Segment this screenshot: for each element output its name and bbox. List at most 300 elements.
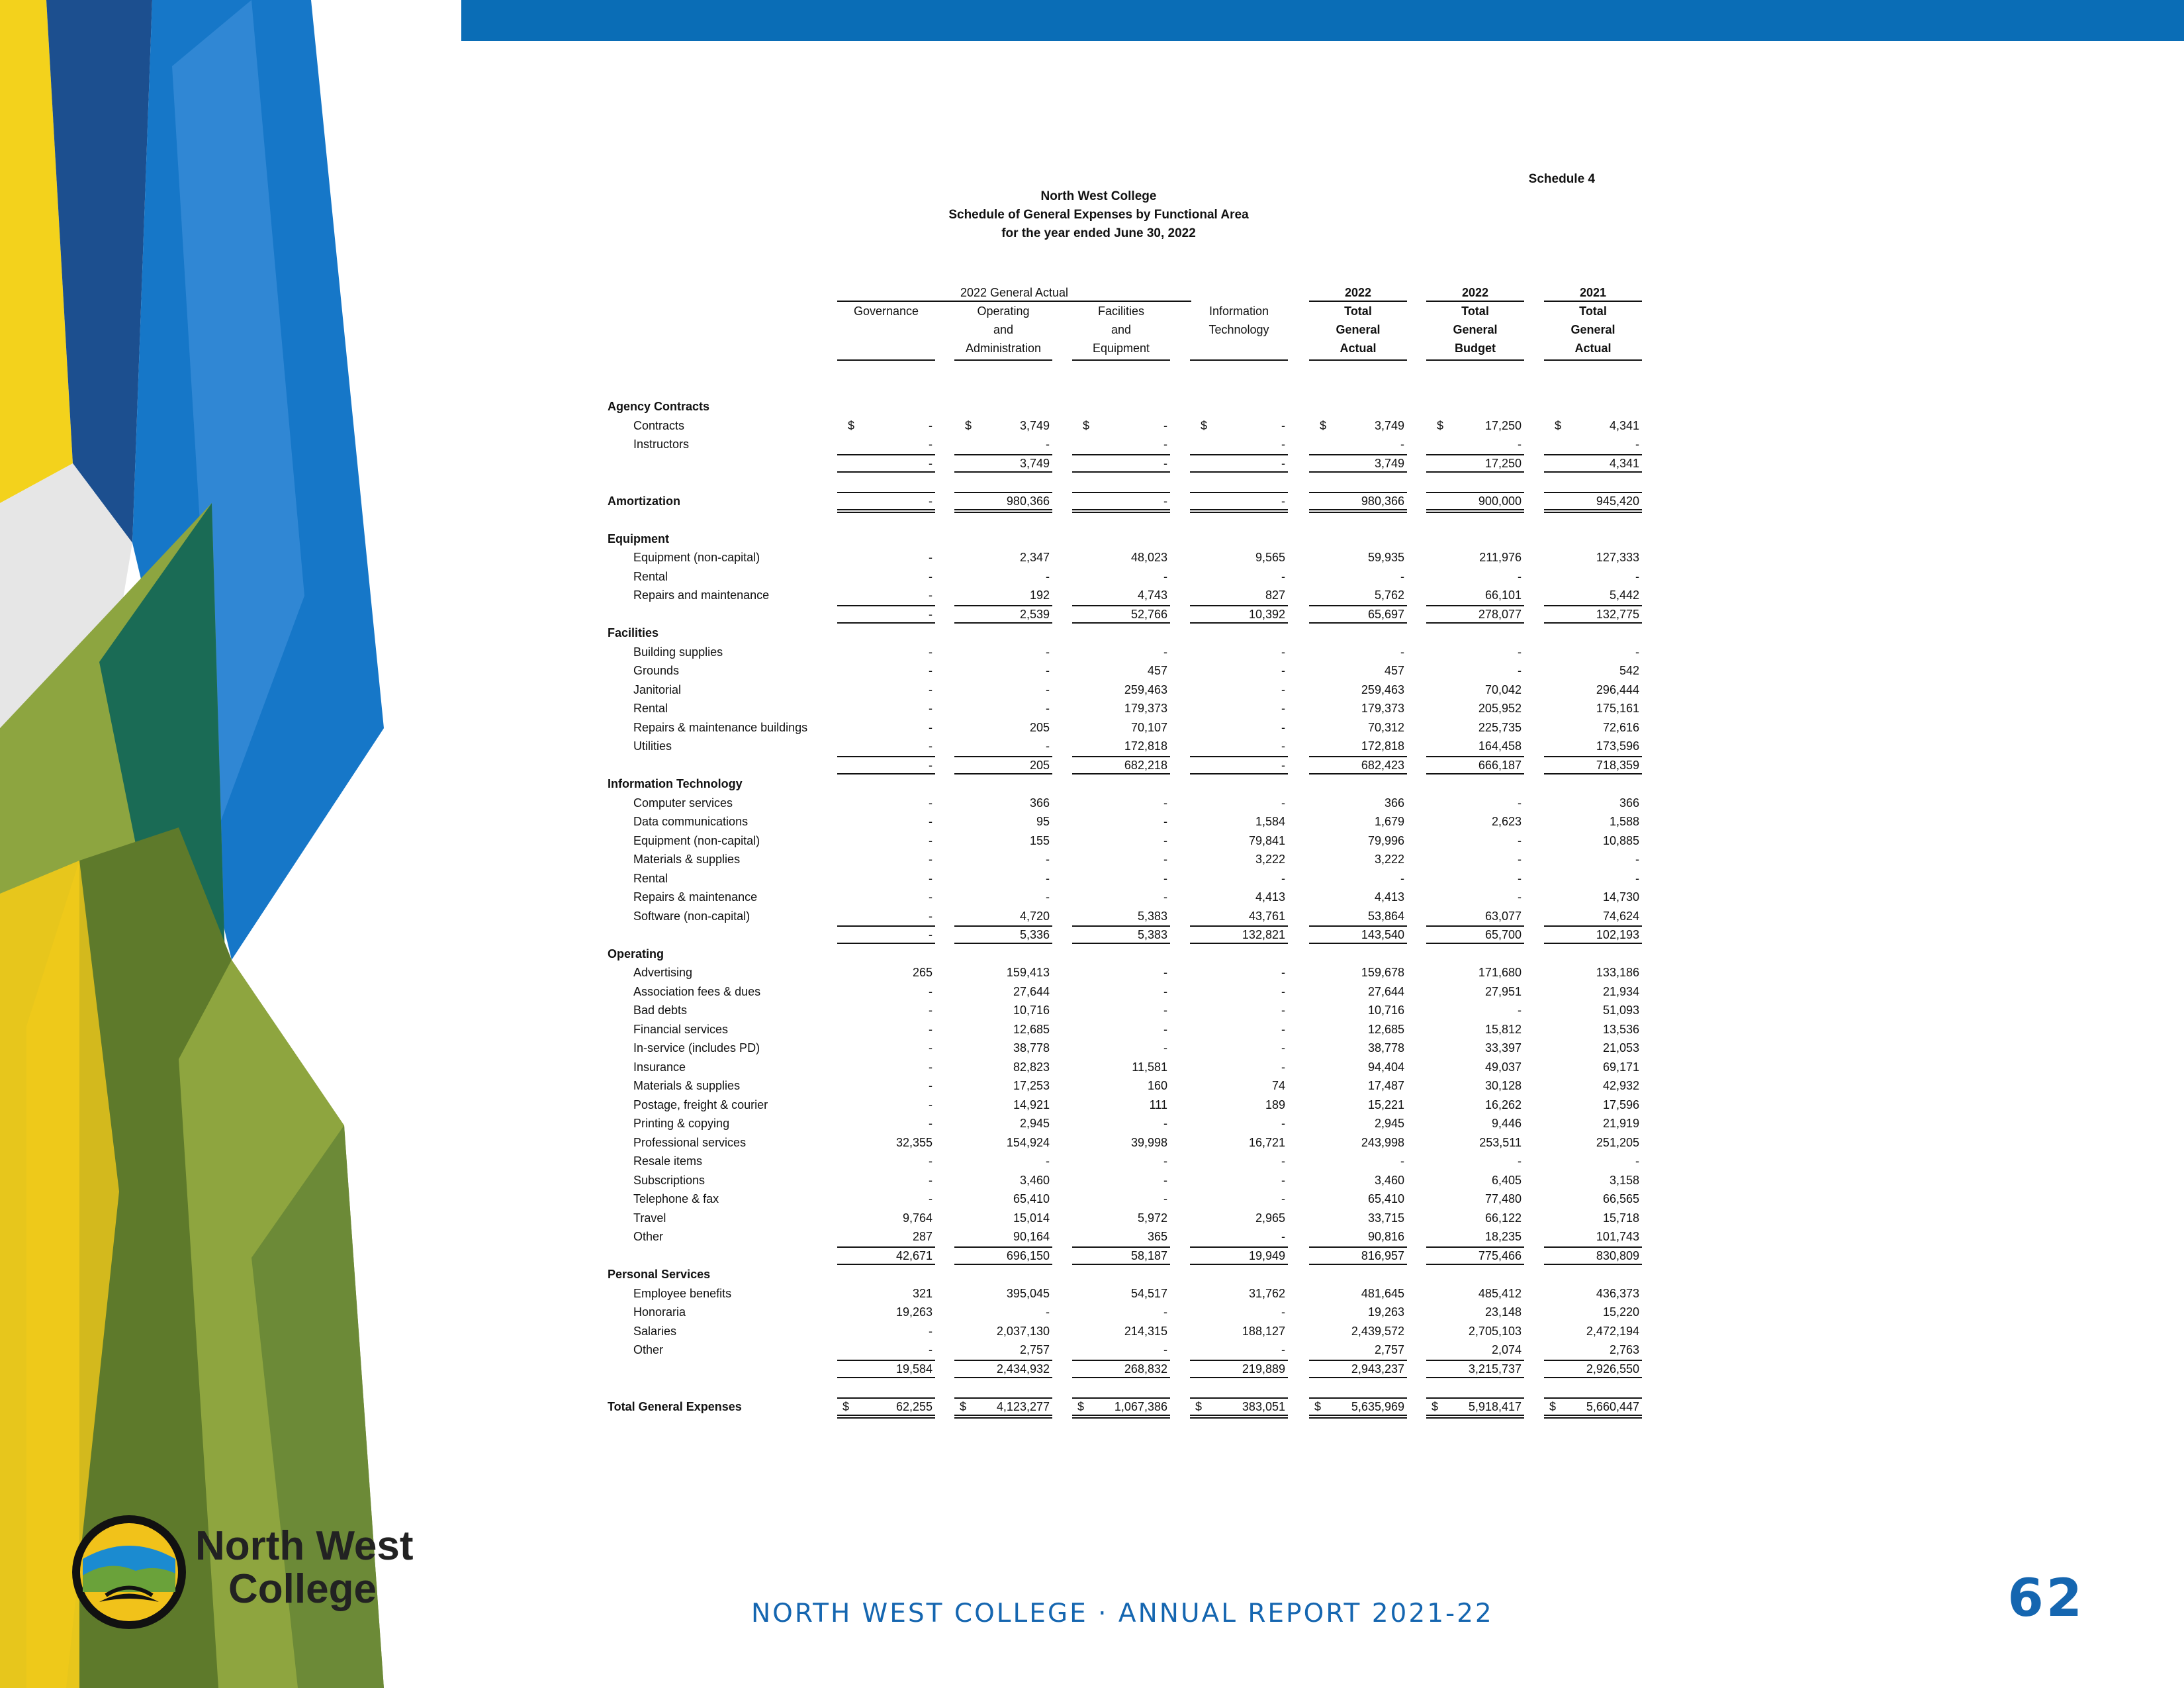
table-cell: - bbox=[929, 890, 933, 904]
schedule-rows bbox=[602, 397, 1639, 1416]
table-cell: - bbox=[1281, 569, 1285, 583]
row-label: Total General Expenses bbox=[608, 1399, 742, 1413]
table-cell: 72,616 bbox=[1602, 720, 1639, 734]
table-cell: - bbox=[1635, 645, 1639, 659]
table-cell: - bbox=[1400, 645, 1404, 659]
column-header-rule bbox=[1544, 359, 1642, 361]
row-label: Information Technology bbox=[608, 777, 743, 790]
table-row bbox=[602, 1190, 1639, 1209]
table-cell: 30,128 bbox=[1484, 1079, 1522, 1092]
table-cell: - bbox=[929, 853, 933, 866]
row-label: Utilities bbox=[633, 739, 672, 753]
table-cell: - bbox=[1281, 682, 1285, 696]
column-header-rule bbox=[1072, 359, 1170, 361]
table-row bbox=[602, 737, 1639, 756]
table-cell: 214,315 bbox=[1124, 1324, 1167, 1338]
table-row bbox=[602, 718, 1639, 737]
table-cell: 251,205 bbox=[1596, 1135, 1639, 1149]
table-cell: 90,164 bbox=[1013, 1230, 1050, 1243]
table-cell: - bbox=[929, 871, 933, 885]
row-label: Operating bbox=[608, 947, 664, 961]
table-cell: - bbox=[1046, 739, 1050, 753]
table-cell: 62,255 bbox=[895, 1399, 933, 1413]
column-header-2-line-3: Administration bbox=[965, 342, 1042, 355]
table-cell: 179,373 bbox=[1361, 702, 1404, 715]
table-cell: - bbox=[1281, 984, 1285, 998]
table-cell: 2,926,550 bbox=[1586, 1362, 1639, 1376]
table-cell: - bbox=[1400, 1154, 1404, 1168]
top-accent-bar bbox=[461, 0, 2184, 41]
row-label: Rental bbox=[633, 569, 668, 583]
table-cell: 172,818 bbox=[1361, 739, 1404, 753]
table-row bbox=[602, 1340, 1639, 1360]
dollar-sign: $ bbox=[842, 1399, 850, 1413]
table-row bbox=[602, 869, 1639, 888]
table-cell: 5,336 bbox=[1019, 928, 1050, 941]
table-row bbox=[602, 492, 1639, 511]
table-cell: - bbox=[1046, 1154, 1050, 1168]
row-label: Professional services bbox=[633, 1135, 747, 1149]
table-cell: 74,624 bbox=[1602, 909, 1639, 923]
table-cell: 945,420 bbox=[1596, 494, 1639, 508]
table-row bbox=[602, 624, 1595, 643]
table-cell: 42,932 bbox=[1602, 1079, 1639, 1092]
table-cell: 259,463 bbox=[1124, 682, 1167, 696]
table-row bbox=[602, 586, 1639, 605]
table-cell: 63,077 bbox=[1484, 909, 1522, 923]
table-cell: - bbox=[1281, 456, 1285, 470]
table-row bbox=[602, 1360, 1639, 1379]
decorative-stripes bbox=[0, 0, 463, 1688]
table-cell: - bbox=[1281, 664, 1285, 677]
table-cell: 164,458 bbox=[1478, 739, 1522, 753]
column-header-5-line-3: General bbox=[1336, 323, 1381, 336]
row-label: Salaries bbox=[633, 1324, 677, 1338]
row-label: Travel bbox=[633, 1211, 666, 1225]
row-label: Advertising bbox=[633, 966, 693, 979]
table-cell: - bbox=[1163, 890, 1167, 904]
table-cell: - bbox=[1163, 815, 1167, 828]
table-row bbox=[602, 812, 1639, 831]
table-cell: 4,743 bbox=[1137, 588, 1167, 602]
row-label: Rental bbox=[633, 702, 668, 715]
table-cell: - bbox=[1046, 682, 1050, 696]
table-cell: - bbox=[929, 1060, 933, 1074]
table-row bbox=[602, 1209, 1639, 1228]
table-cell: 13,536 bbox=[1602, 1022, 1639, 1036]
row-label: Bad debts bbox=[633, 1004, 688, 1017]
table-cell: 830,809 bbox=[1596, 1248, 1639, 1262]
table-cell: 259,463 bbox=[1361, 682, 1404, 696]
row-label: Facilities bbox=[608, 626, 659, 639]
table-row bbox=[602, 907, 1639, 926]
column-header-5-line-2: Total bbox=[1344, 305, 1372, 318]
table-row bbox=[602, 548, 1639, 567]
table-cell: 10,392 bbox=[1248, 607, 1285, 621]
table-cell: 111 bbox=[1149, 1098, 1167, 1111]
table-cell: 827 bbox=[1265, 588, 1285, 602]
table-cell: - bbox=[1163, 853, 1167, 866]
table-cell: 65,697 bbox=[1367, 607, 1404, 621]
dollar-sign: $ bbox=[1195, 1399, 1203, 1413]
table-cell: 3,749 bbox=[1374, 456, 1404, 470]
column-header-6-line-1: 2022 bbox=[1461, 286, 1489, 299]
table-cell: 2,705,103 bbox=[1468, 1324, 1522, 1338]
schedule-label: Schedule 4 bbox=[1528, 172, 1595, 186]
table-cell: 2,945 bbox=[1019, 1117, 1050, 1130]
table-cell: - bbox=[1046, 871, 1050, 885]
column-header-4-line-1: Information bbox=[1208, 305, 1269, 318]
table-cell: 15,014 bbox=[1013, 1211, 1050, 1225]
dollar-sign: $ bbox=[965, 418, 972, 432]
table-cell: 127,333 bbox=[1596, 551, 1639, 564]
column-header-7-line-2: Total bbox=[1579, 305, 1607, 318]
row-label: Materials & supplies bbox=[633, 1079, 741, 1092]
table-cell: 2,439,572 bbox=[1351, 1324, 1404, 1338]
table-cell: 133,186 bbox=[1596, 966, 1639, 979]
table-cell: 15,220 bbox=[1602, 1305, 1639, 1319]
table-cell: - bbox=[929, 984, 933, 998]
table-cell: 2,539 bbox=[1019, 607, 1050, 621]
table-cell: - bbox=[929, 418, 933, 432]
table-cell: 70,042 bbox=[1484, 682, 1522, 696]
table-cell: - bbox=[1163, 966, 1167, 979]
table-cell: - bbox=[1518, 853, 1522, 866]
table-cell: 33,715 bbox=[1367, 1211, 1404, 1225]
table-row bbox=[602, 888, 1639, 907]
table-cell: - bbox=[1163, 456, 1167, 470]
table-cell: 4,413 bbox=[1374, 890, 1404, 904]
table-cell: 90,816 bbox=[1367, 1230, 1404, 1243]
schedule-title: North West College bbox=[1040, 189, 1157, 203]
subtotal-rule bbox=[1190, 454, 1288, 455]
table-cell: 2,434,932 bbox=[996, 1362, 1050, 1376]
table-cell: - bbox=[1518, 871, 1522, 885]
column-header-3-line-2: and bbox=[1111, 323, 1132, 336]
table-cell: - bbox=[929, 909, 933, 923]
subtotal-rule bbox=[1190, 756, 1288, 757]
column-header-7-line-3: General bbox=[1570, 323, 1615, 336]
table-cell: 59,935 bbox=[1367, 551, 1404, 564]
table-cell: 159,678 bbox=[1361, 966, 1404, 979]
table-row bbox=[602, 416, 1639, 436]
column-header-7-line-4: Actual bbox=[1574, 342, 1612, 355]
table-cell: - bbox=[1281, 796, 1285, 810]
table-cell: - bbox=[929, 607, 933, 621]
table-cell: 65,410 bbox=[1013, 1192, 1050, 1205]
table-cell: 2,965 bbox=[1255, 1211, 1285, 1225]
table-cell: 3,158 bbox=[1609, 1173, 1639, 1187]
table-cell: 65,410 bbox=[1367, 1192, 1404, 1205]
table-cell: - bbox=[1163, 645, 1167, 659]
table-cell: 19,949 bbox=[1248, 1248, 1285, 1262]
row-label: Insurance bbox=[633, 1060, 686, 1074]
table-cell: - bbox=[1281, 966, 1285, 979]
table-cell: 19,584 bbox=[895, 1362, 933, 1376]
table-cell: - bbox=[1518, 1154, 1522, 1168]
table-cell: 3,460 bbox=[1374, 1173, 1404, 1187]
total-underline bbox=[1544, 1415, 1642, 1419]
subtotal-rule bbox=[1072, 454, 1170, 455]
table-cell: 38,778 bbox=[1367, 1041, 1404, 1055]
table-row bbox=[602, 605, 1639, 624]
row-label: Data communications bbox=[633, 815, 749, 828]
column-header-4-line-2: Technology bbox=[1208, 323, 1269, 336]
table-cell: 16,262 bbox=[1484, 1098, 1522, 1111]
dollar-sign: $ bbox=[1201, 418, 1208, 432]
subtotal-rule bbox=[837, 492, 935, 493]
table-cell: 23,148 bbox=[1484, 1305, 1522, 1319]
table-cell: 102,193 bbox=[1596, 928, 1639, 941]
table-row bbox=[602, 1058, 1639, 1077]
table-cell: - bbox=[929, 1098, 933, 1111]
dollar-sign: $ bbox=[1077, 1399, 1085, 1413]
table-cell: 54,517 bbox=[1130, 1286, 1167, 1300]
table-row bbox=[602, 435, 1639, 454]
table-row bbox=[602, 1378, 1595, 1397]
table-cell: 481,645 bbox=[1361, 1286, 1404, 1300]
table-cell: - bbox=[1163, 1173, 1167, 1187]
table-cell: 51,093 bbox=[1602, 1004, 1639, 1017]
dollar-sign: $ bbox=[1432, 1399, 1439, 1413]
table-cell: 682,218 bbox=[1124, 758, 1167, 772]
table-cell: - bbox=[929, 664, 933, 677]
table-row bbox=[602, 756, 1639, 775]
table-cell: - bbox=[1518, 645, 1522, 659]
table-cell: 265 bbox=[912, 966, 933, 979]
table-cell: 66,101 bbox=[1484, 588, 1522, 602]
table-cell: 48,023 bbox=[1130, 551, 1167, 564]
table-cell: - bbox=[1281, 1173, 1285, 1187]
total-underline bbox=[1309, 1415, 1407, 1419]
table-cell: 2,472,194 bbox=[1586, 1324, 1639, 1338]
table-cell: - bbox=[1400, 438, 1404, 451]
dollar-sign: $ bbox=[1437, 418, 1444, 432]
table-cell: 1,584 bbox=[1255, 815, 1285, 828]
column-header-6-line-2: Total bbox=[1461, 305, 1489, 318]
table-row bbox=[602, 982, 1639, 1002]
total-underline bbox=[1190, 1415, 1288, 1419]
table-row bbox=[602, 680, 1639, 700]
table-cell: 95 bbox=[1036, 815, 1050, 828]
table-cell: - bbox=[1163, 833, 1167, 847]
table-cell: - bbox=[1163, 1343, 1167, 1356]
table-cell: - bbox=[929, 815, 933, 828]
table-cell: - bbox=[1163, 796, 1167, 810]
table-cell: 19,263 bbox=[895, 1305, 933, 1319]
table-cell: 3,222 bbox=[1374, 853, 1404, 866]
table-cell: 52,766 bbox=[1130, 607, 1167, 621]
table-cell: 66,565 bbox=[1602, 1192, 1639, 1205]
logo-name-line2: College bbox=[228, 1566, 377, 1612]
table-cell: 53,864 bbox=[1367, 909, 1404, 923]
table-cell: 219,889 bbox=[1242, 1362, 1285, 1376]
subtotal-rule bbox=[1072, 492, 1170, 493]
table-cell: - bbox=[929, 1324, 933, 1338]
table-cell: 17,250 bbox=[1484, 418, 1522, 432]
table-cell: - bbox=[929, 1343, 933, 1356]
total-underline bbox=[1072, 1415, 1170, 1419]
table-row bbox=[602, 510, 1595, 530]
table-cell: 31,762 bbox=[1248, 1286, 1285, 1300]
table-row bbox=[602, 1246, 1639, 1266]
row-label: Equipment (non-capital) bbox=[633, 833, 760, 847]
dollar-sign: $ bbox=[1555, 418, 1562, 432]
table-cell: 9,446 bbox=[1491, 1117, 1522, 1130]
table-cell: 2,757 bbox=[1374, 1343, 1404, 1356]
table-cell: 205 bbox=[1029, 758, 1050, 772]
table-cell: - bbox=[929, 1004, 933, 1017]
row-label: Telephone & fax bbox=[633, 1192, 719, 1205]
row-label: Repairs & maintenance buildings bbox=[633, 720, 808, 734]
table-cell: 58,187 bbox=[1130, 1248, 1167, 1262]
table-cell: 3,749 bbox=[1019, 418, 1050, 432]
column-header-rule bbox=[954, 359, 1052, 361]
table-cell: 66,122 bbox=[1484, 1211, 1522, 1225]
table-row bbox=[602, 1303, 1639, 1322]
column-header-2-line-2: and bbox=[993, 323, 1014, 336]
table-row bbox=[602, 1020, 1639, 1039]
table-cell: - bbox=[1046, 664, 1050, 677]
column-header-rule bbox=[1190, 359, 1288, 361]
table-cell: - bbox=[1518, 796, 1522, 810]
table-cell: 6,405 bbox=[1491, 1173, 1522, 1187]
table-cell: - bbox=[1281, 1154, 1285, 1168]
table-cell: 79,996 bbox=[1367, 833, 1404, 847]
logo-emblem-icon bbox=[69, 1513, 189, 1632]
table-row bbox=[602, 1227, 1639, 1246]
dollar-sign: $ bbox=[1320, 418, 1327, 432]
dollar-sign: $ bbox=[1314, 1399, 1322, 1413]
table-cell: 10,716 bbox=[1013, 1004, 1050, 1017]
table-cell: - bbox=[1281, 1192, 1285, 1205]
table-row bbox=[602, 1096, 1639, 1115]
table-cell: 365 bbox=[1147, 1230, 1167, 1243]
column-header-6-line-4: Budget bbox=[1455, 342, 1496, 355]
table-cell: - bbox=[1518, 833, 1522, 847]
table-cell: 74 bbox=[1271, 1079, 1285, 1092]
table-cell: 296,444 bbox=[1596, 682, 1639, 696]
table-cell: 243,998 bbox=[1361, 1135, 1404, 1149]
table-row bbox=[602, 1114, 1639, 1133]
table-cell: 94,404 bbox=[1367, 1060, 1404, 1074]
table-cell: 189 bbox=[1265, 1098, 1285, 1111]
table-cell: 39,998 bbox=[1130, 1135, 1167, 1149]
table-row bbox=[602, 643, 1639, 662]
table-cell: - bbox=[1163, 438, 1167, 451]
row-label: Equipment (non-capital) bbox=[633, 551, 760, 564]
row-label: Materials & supplies bbox=[633, 853, 741, 866]
table-cell: 69,171 bbox=[1602, 1060, 1639, 1074]
table-cell: - bbox=[929, 1041, 933, 1055]
table-cell: 5,383 bbox=[1137, 928, 1167, 941]
table-cell: 27,951 bbox=[1484, 984, 1522, 998]
row-label: Other bbox=[633, 1343, 664, 1356]
table-cell: 132,821 bbox=[1242, 928, 1285, 941]
table-cell: - bbox=[1046, 569, 1050, 583]
table-cell: 155 bbox=[1029, 833, 1050, 847]
table-cell: 718,359 bbox=[1596, 758, 1639, 772]
table-cell: - bbox=[1635, 871, 1639, 885]
table-row bbox=[602, 1265, 1595, 1284]
table-cell: - bbox=[1046, 890, 1050, 904]
table-cell: - bbox=[1163, 1154, 1167, 1168]
column-year-rule bbox=[1544, 301, 1642, 302]
footer-text: NORTH WEST COLLEGE · ANNUAL REPORT 2021-22 bbox=[751, 1599, 1494, 1628]
table-row bbox=[602, 661, 1639, 680]
table-cell: 154,924 bbox=[1006, 1135, 1050, 1149]
table-cell: 43,761 bbox=[1248, 909, 1285, 923]
table-cell: - bbox=[1046, 1305, 1050, 1319]
table-cell: 27,644 bbox=[1013, 984, 1050, 998]
row-label: In-service (includes PD) bbox=[633, 1041, 760, 1055]
table-row bbox=[602, 925, 1639, 945]
table-cell: 775,466 bbox=[1478, 1248, 1522, 1262]
column-year-rule bbox=[1309, 301, 1407, 302]
table-cell: 1,067,386 bbox=[1114, 1399, 1167, 1413]
column-header-rule bbox=[1309, 359, 1407, 361]
table-cell: - bbox=[929, 702, 933, 715]
table-cell: - bbox=[1518, 438, 1522, 451]
dollar-sign: $ bbox=[1083, 418, 1090, 432]
table-row bbox=[602, 1171, 1639, 1190]
table-cell: 175,161 bbox=[1596, 702, 1639, 715]
table-cell: 21,919 bbox=[1602, 1117, 1639, 1130]
table-cell: 2,074 bbox=[1491, 1343, 1522, 1356]
table-row bbox=[602, 699, 1639, 718]
table-cell: - bbox=[1046, 853, 1050, 866]
table-row bbox=[602, 1284, 1639, 1303]
table-cell: - bbox=[929, 1117, 933, 1130]
table-cell: 17,487 bbox=[1367, 1079, 1404, 1092]
total-underline bbox=[837, 1415, 935, 1419]
table-cell: 4,413 bbox=[1255, 890, 1285, 904]
row-label: Rental bbox=[633, 871, 668, 885]
table-cell: - bbox=[1635, 569, 1639, 583]
table-cell: - bbox=[1281, 494, 1285, 508]
table-row bbox=[602, 1322, 1639, 1341]
table-cell: 27,644 bbox=[1367, 984, 1404, 998]
table-cell: 287 bbox=[912, 1230, 933, 1243]
table-cell: - bbox=[1635, 438, 1639, 451]
table-cell: - bbox=[1281, 1060, 1285, 1074]
table-cell: 12,685 bbox=[1013, 1022, 1050, 1036]
table-cell: 4,341 bbox=[1609, 456, 1639, 470]
table-cell: 11,581 bbox=[1132, 1060, 1167, 1074]
table-cell: - bbox=[929, 1022, 933, 1036]
table-cell: - bbox=[1518, 569, 1522, 583]
table-row bbox=[602, 831, 1639, 851]
row-label: Janitorial bbox=[633, 682, 682, 696]
column-header-5-line-4: Actual bbox=[1340, 342, 1377, 355]
table-cell: - bbox=[929, 739, 933, 753]
table-cell: 4,720 bbox=[1019, 909, 1050, 923]
table-cell: 70,312 bbox=[1367, 720, 1404, 734]
subtotal-rule bbox=[837, 756, 935, 757]
table-cell: - bbox=[929, 682, 933, 696]
table-cell: 143,540 bbox=[1361, 928, 1404, 941]
table-cell: 77,480 bbox=[1484, 1192, 1522, 1205]
row-label: Financial services bbox=[633, 1022, 729, 1036]
table-cell: - bbox=[1281, 1041, 1285, 1055]
table-cell: - bbox=[1281, 1230, 1285, 1243]
table-cell: 65,700 bbox=[1484, 928, 1522, 941]
row-label: Amortization bbox=[608, 494, 680, 508]
table-cell: - bbox=[1281, 720, 1285, 734]
table-cell: 9,764 bbox=[902, 1211, 933, 1225]
table-cell: 980,366 bbox=[1361, 494, 1404, 508]
table-cell: 3,460 bbox=[1019, 1173, 1050, 1187]
